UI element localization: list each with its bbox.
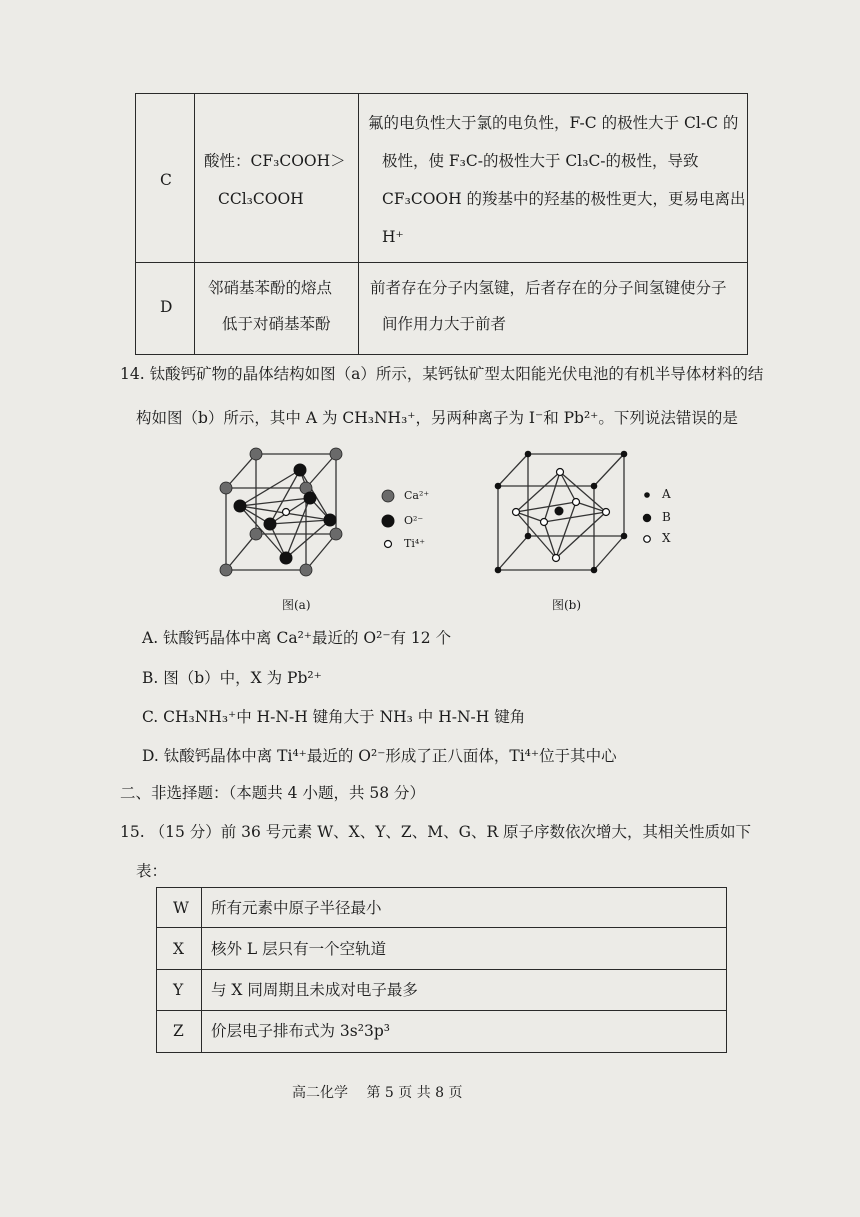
element-property: 价层电子排布式为 3s²3p³ [211, 1022, 390, 1040]
legend-ca: Ca²⁺ [404, 489, 430, 502]
option-a: A. 钛酸钙晶体中离 Ca²⁺最近的 O²⁻有 12 个 [142, 629, 452, 647]
legend-o: O²⁻ [404, 514, 424, 527]
q14-stem: 构如图（b）所示，其中 A 为 CH₃NH₃⁺，另两种离子为 I⁻和 Pb²⁺。下列说法错误的是 [136, 409, 738, 427]
q15-stem: 15. （15 分）前 36 号元素 W、X、Y、Z、M、G、R 原子序数依次增大，其相关性质如下 [120, 823, 752, 841]
figure-a-perovskite-cell [210, 440, 440, 620]
element-symbol: X [173, 940, 185, 958]
table-row-divider [157, 1010, 726, 1011]
table-col-divider [201, 888, 202, 1052]
row-d-claim: 低于对硝基苯酚 [222, 315, 331, 333]
option-c: C. CH₃NH₃⁺中 H-N-H 键角大于 NH₃ 中 H-N-H 键角 [142, 708, 526, 726]
table-col-divider [194, 94, 195, 354]
page-footer: 高二化学 第 5 页 共 8 页 [292, 1085, 463, 1101]
element-property: 所有元素中原子半径最小 [211, 899, 382, 917]
row-c-explanation: 氟的电负性大于氯的电负性，F-C 的极性大于 Cl-C 的 [368, 114, 739, 132]
row-c-explanation: 极性，使 F₃C-的极性大于 Cl₃C-的极性，导致 [382, 152, 699, 170]
row-c-claim: 酸性：CF₃COOH＞ [204, 152, 346, 170]
options-table [135, 93, 748, 355]
row-c-letter: C [160, 171, 172, 189]
row-d-claim: 邻硝基苯酚的熔点 [208, 279, 333, 297]
table-col-divider [358, 94, 359, 354]
legend-a: A [662, 487, 671, 501]
table-row-divider [157, 927, 726, 928]
element-property: 与 X 同周期且未成对电子最多 [211, 981, 418, 999]
row-c-explanation: CF₃COOH 的羧基中的羟基的极性更大，更易电离出 [382, 190, 746, 208]
element-property: 核外 L 层只有一个空轨道 [211, 940, 387, 958]
legend-b: B [662, 510, 671, 524]
row-d-letter: D [160, 298, 173, 316]
element-symbol: W [173, 899, 189, 917]
legend-ti: Ti⁴⁺ [404, 537, 426, 550]
q15-stem: 表： [136, 862, 168, 880]
figure-b-caption: 图(b) [552, 598, 582, 612]
table-row-divider [157, 969, 726, 970]
element-symbol: Y [173, 981, 184, 999]
figure-b-perovskite-cell [486, 440, 686, 620]
row-d-explanation: 前者存在分子内氢键，后者存在的分子间氢键使分子 [370, 279, 727, 297]
table-row-divider [136, 262, 747, 263]
element-symbol: Z [173, 1022, 184, 1040]
figure-a-caption: 图(a) [282, 598, 311, 612]
row-c-claim: CCl₃COOH [218, 190, 304, 208]
option-d: D. 钛酸钙晶体中离 Ti⁴⁺最近的 O²⁻形成了正八面体，Ti⁴⁺位于其中心 [142, 747, 617, 765]
legend-x: X [662, 531, 671, 545]
section-heading: 二、非选择题：（本题共 4 小题，共 58 分） [120, 784, 426, 802]
element-properties-table [156, 887, 727, 1053]
q14-stem: 14. 钛酸钙矿物的晶体结构如图（a）所示，某钙钛矿型太阳能光伏电池的有机半导体材料的结 [120, 365, 764, 383]
row-d-explanation: 间作用力大于前者 [382, 315, 507, 333]
row-c-explanation: H⁺ [382, 228, 404, 246]
option-b: B. 图（b）中，X 为 Pb²⁺ [142, 669, 322, 687]
